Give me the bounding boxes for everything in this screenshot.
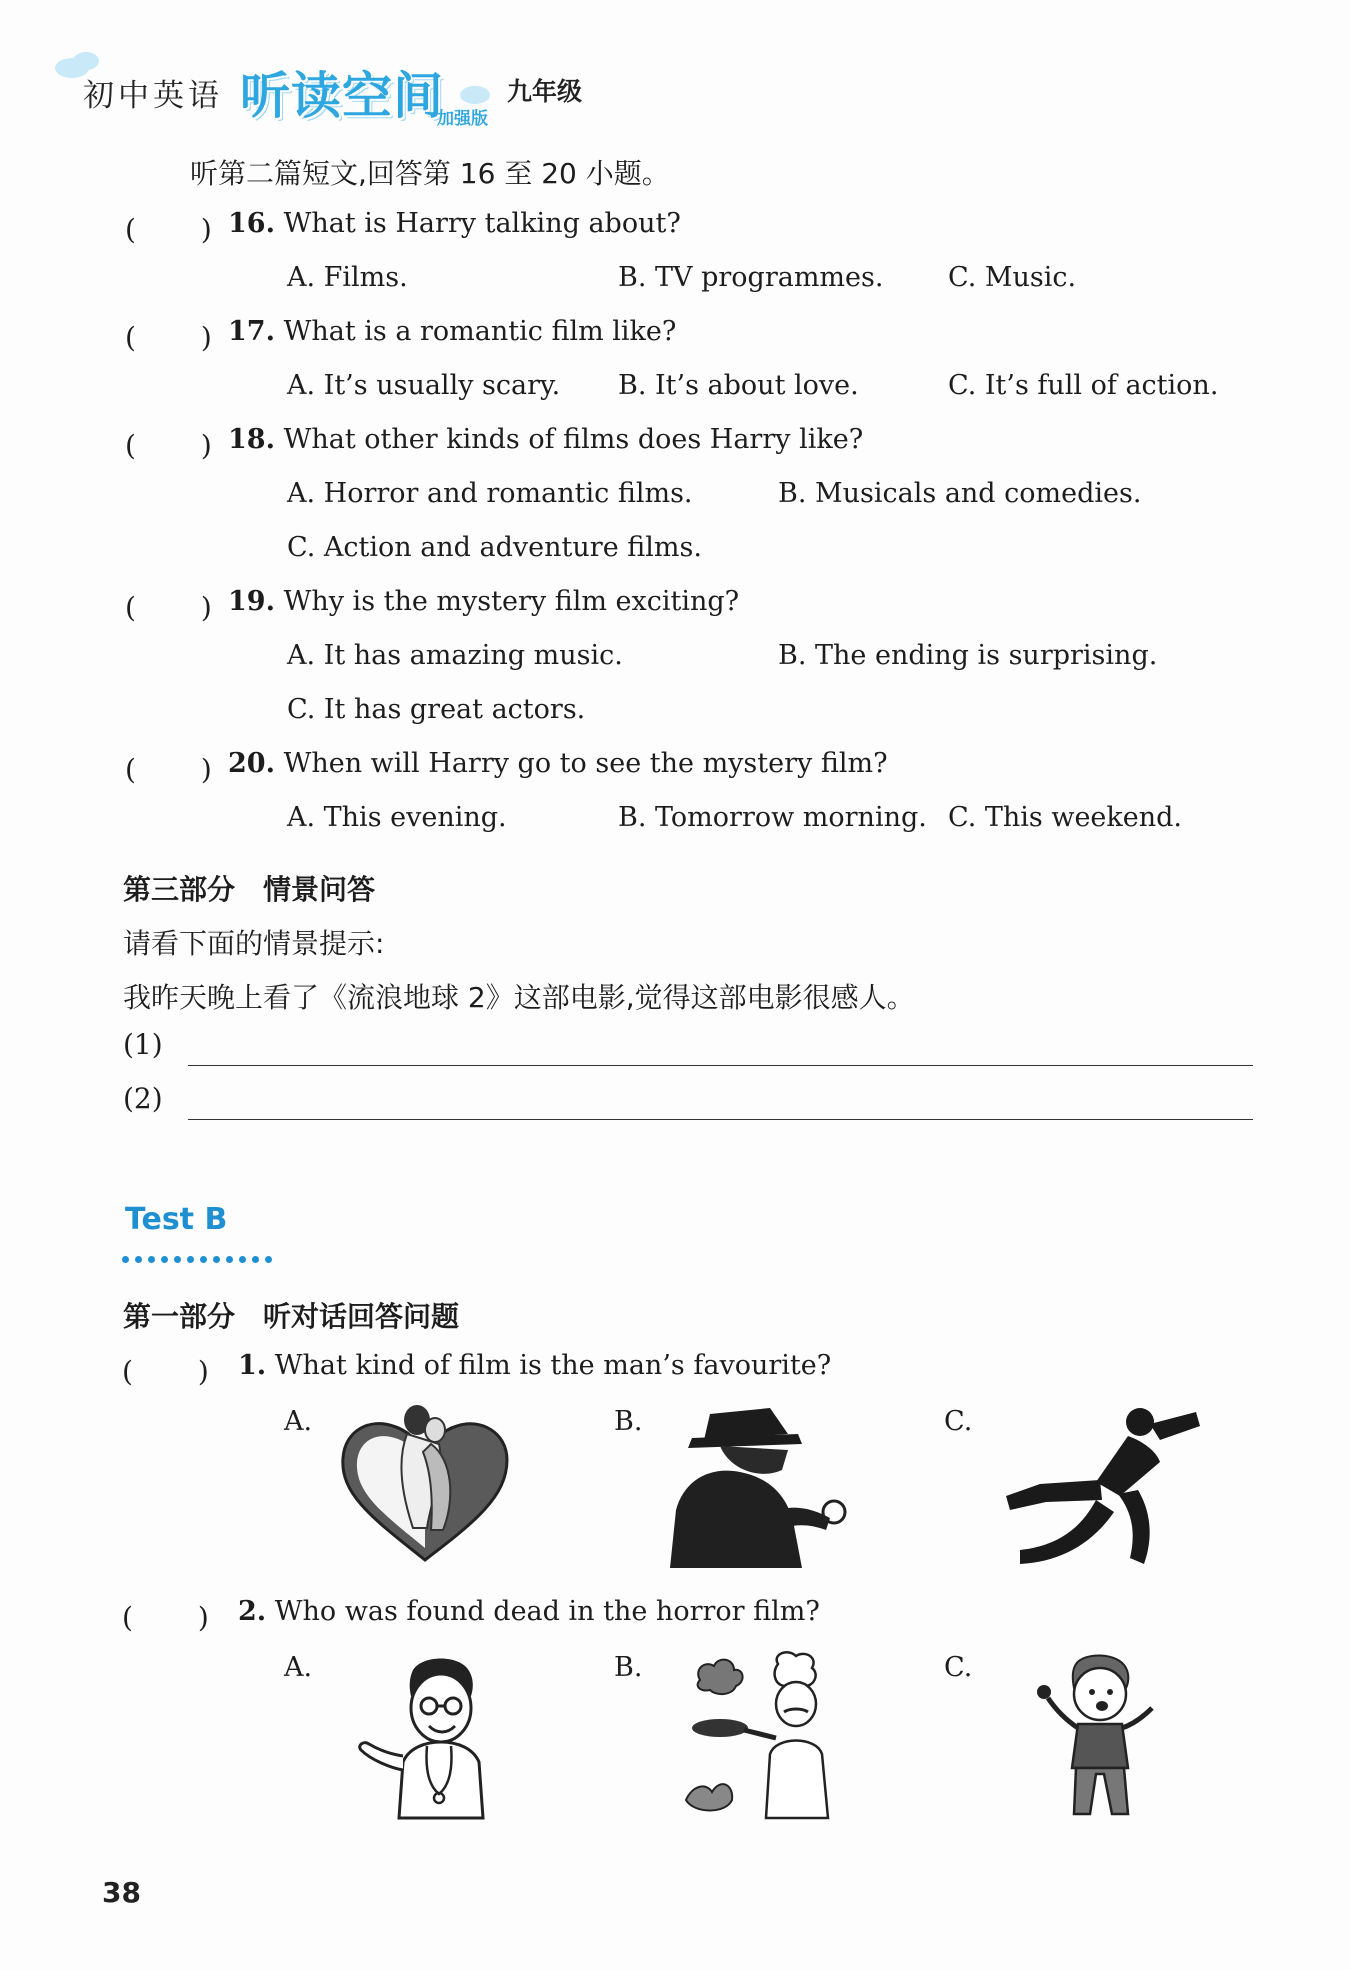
question-19: 19. Why is the mystery film exciting? <box>228 586 740 617</box>
testb-question-1: 1. What kind of film is the man’s favourite? <box>238 1350 832 1381</box>
q20-option-a: A. This evening. <box>287 802 507 833</box>
header-logo: 听读空间 <box>240 67 444 125</box>
q17-option-a: A. It’s usually scary. <box>287 370 561 401</box>
part2-intro: 听第二篇短文,回答第 16 至 20 小题。 <box>190 157 670 190</box>
question-20: 20. When will Harry go to see the mystery film? <box>228 748 888 779</box>
header-grade: 九年级 <box>507 77 583 106</box>
q18-option-c: C. Action and adventure films. <box>287 532 702 563</box>
q20-option-c: C. This weekend. <box>948 802 1182 833</box>
answer-bracket[interactable]: ( ) <box>122 1601 209 1634</box>
q17-option-b: B. It’s about love. <box>618 370 859 401</box>
chef-cooking-image[interactable] <box>680 1650 840 1820</box>
detective-magnifier-image[interactable] <box>670 1400 850 1568</box>
cloud-decoration <box>73 52 99 70</box>
answer-bracket[interactable]: ( ) <box>125 213 212 246</box>
blank-label-2: (2) <box>123 1082 163 1115</box>
pic-label-c: C. <box>944 1652 973 1683</box>
pic-label-b: B. <box>614 1406 643 1437</box>
dotted-underline <box>122 1248 278 1267</box>
blank-label-1: (1) <box>123 1028 163 1061</box>
part3-prompt-label: 请看下面的情景提示: <box>123 927 385 960</box>
answer-bracket[interactable]: ( ) <box>125 591 212 624</box>
pic-label-c: C. <box>944 1406 973 1437</box>
testb-question-2: 2. Who was found dead in the horror film? <box>238 1596 820 1627</box>
q16-option-b: B. TV programmes. <box>618 262 884 293</box>
question-16: 16. What is Harry talking about? <box>228 208 681 239</box>
test-b-part1-title: 第一部分 听对话回答问题 <box>123 1300 460 1333</box>
page-number: 38 <box>102 1876 141 1909</box>
page-header <box>55 52 675 132</box>
answer-line-1[interactable] <box>188 1065 1253 1066</box>
answer-line-2[interactable] <box>188 1119 1253 1120</box>
question-18: 18. What other kinds of films does Harry like? <box>228 424 864 455</box>
answer-bracket[interactable]: ( ) <box>125 429 212 462</box>
q19-option-a: A. It has amazing music. <box>287 640 623 671</box>
doctor-image[interactable] <box>355 1650 515 1820</box>
kung-fu-fighter-image[interactable] <box>1000 1400 1205 1572</box>
pic-label-a: A. <box>284 1406 313 1437</box>
answer-bracket[interactable]: ( ) <box>125 753 212 786</box>
q19-option-b: B. The ending is surprising. <box>778 640 1158 671</box>
test-b-title: Test B <box>125 1202 228 1237</box>
pic-label-a: A. <box>284 1652 313 1683</box>
boy-singer-microphone-image[interactable] <box>1030 1650 1160 1822</box>
part3-title: 第三部分 情景问答 <box>123 873 376 906</box>
q18-option-b: B. Musicals and comedies. <box>778 478 1142 509</box>
q18-option-a: A. Horror and romantic films. <box>287 478 693 509</box>
header-edition: 加强版 <box>437 109 488 129</box>
answer-bracket[interactable]: ( ) <box>125 321 212 354</box>
q19-option-c: C. It has great actors. <box>287 694 586 725</box>
cloud-decoration <box>460 86 490 104</box>
part3-prompt: 我昨天晚上看了《流浪地球 2》这部电影,觉得这部电影很感人。 <box>123 981 915 1014</box>
header-subject: 初中英语 <box>83 78 223 114</box>
question-17: 17. What is a romantic film like? <box>228 316 677 347</box>
q16-option-c: C. Music. <box>948 262 1077 293</box>
romance-couple-heart-image[interactable] <box>335 1400 515 1568</box>
answer-bracket[interactable]: ( ) <box>122 1355 209 1388</box>
q20-option-b: B. Tomorrow morning. <box>618 802 927 833</box>
q17-option-c: C. It’s full of action. <box>948 370 1219 401</box>
q16-option-a: A. Films. <box>287 262 408 293</box>
pic-label-b: B. <box>614 1652 643 1683</box>
